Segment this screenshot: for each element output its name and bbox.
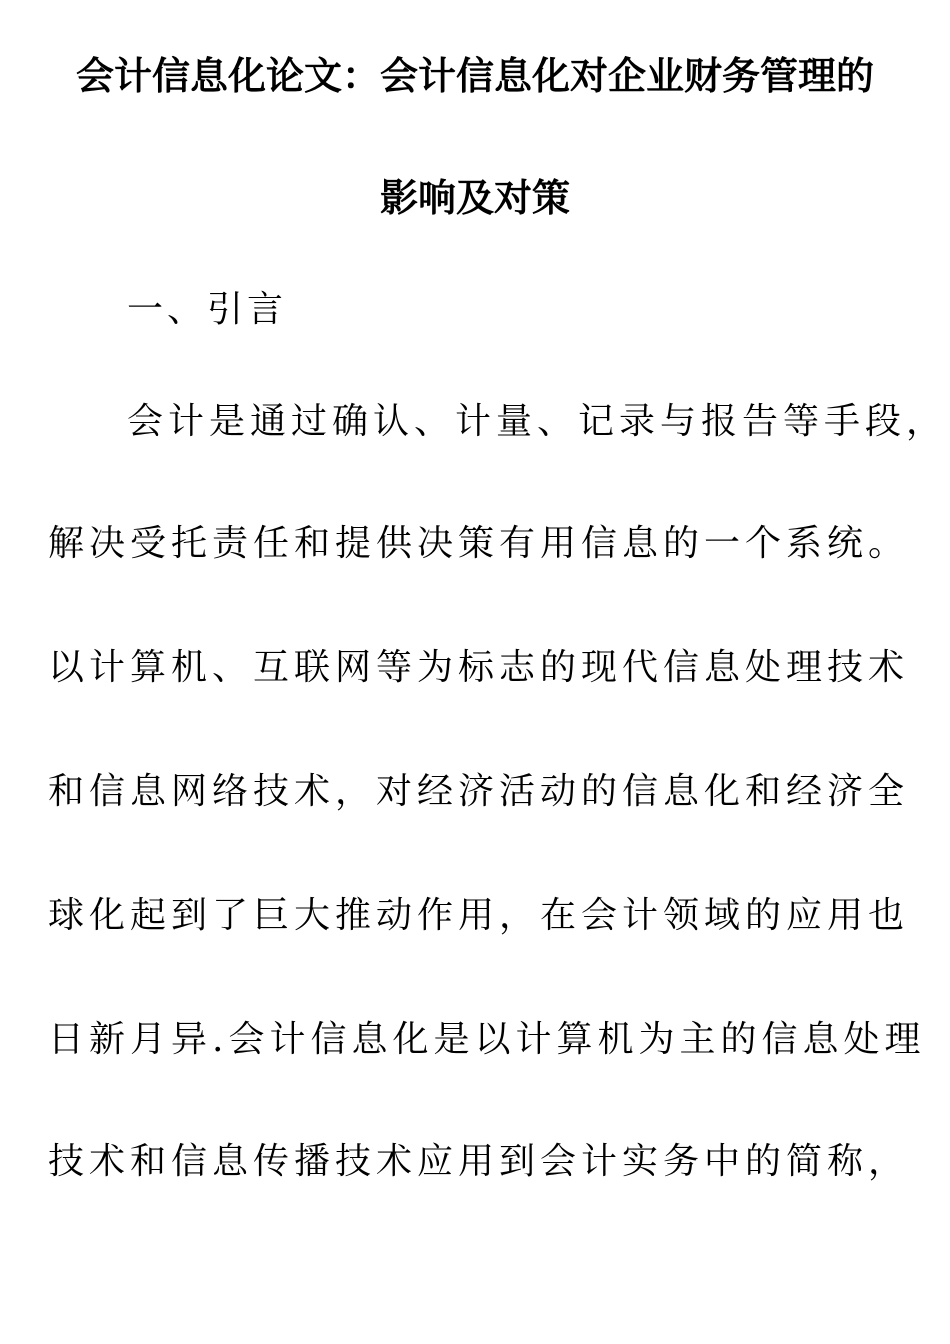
- document-title-line-2: 影响及对策: [379, 176, 570, 220]
- paragraph-line: 球化起到了巨大推动作用，在会计领域的应用也: [48, 895, 910, 936]
- paragraph-line: 和信息网络技术，对经济活动的信息化和经济全: [48, 771, 910, 812]
- paragraph-line: 日新月异.会计信息化是以计算机为主的信息处理: [48, 1019, 926, 1060]
- paragraph-line: 技术和信息传播技术应用到会计实务中的简称，: [48, 1141, 910, 1182]
- document-title-line-1: 会计信息化论文：会计信息化对企业财务管理的: [75, 54, 874, 98]
- section-heading-introduction: 一、引言: [127, 289, 288, 330]
- paragraph-line: 以计算机、互联网等为标志的现代信息处理技术: [48, 647, 910, 688]
- paragraph-line: 会计是通过确认、计量、记录与报告等手段，: [127, 401, 947, 442]
- paragraph-line: 解决受托责任和提供决策有用信息的一个系统。: [48, 523, 910, 564]
